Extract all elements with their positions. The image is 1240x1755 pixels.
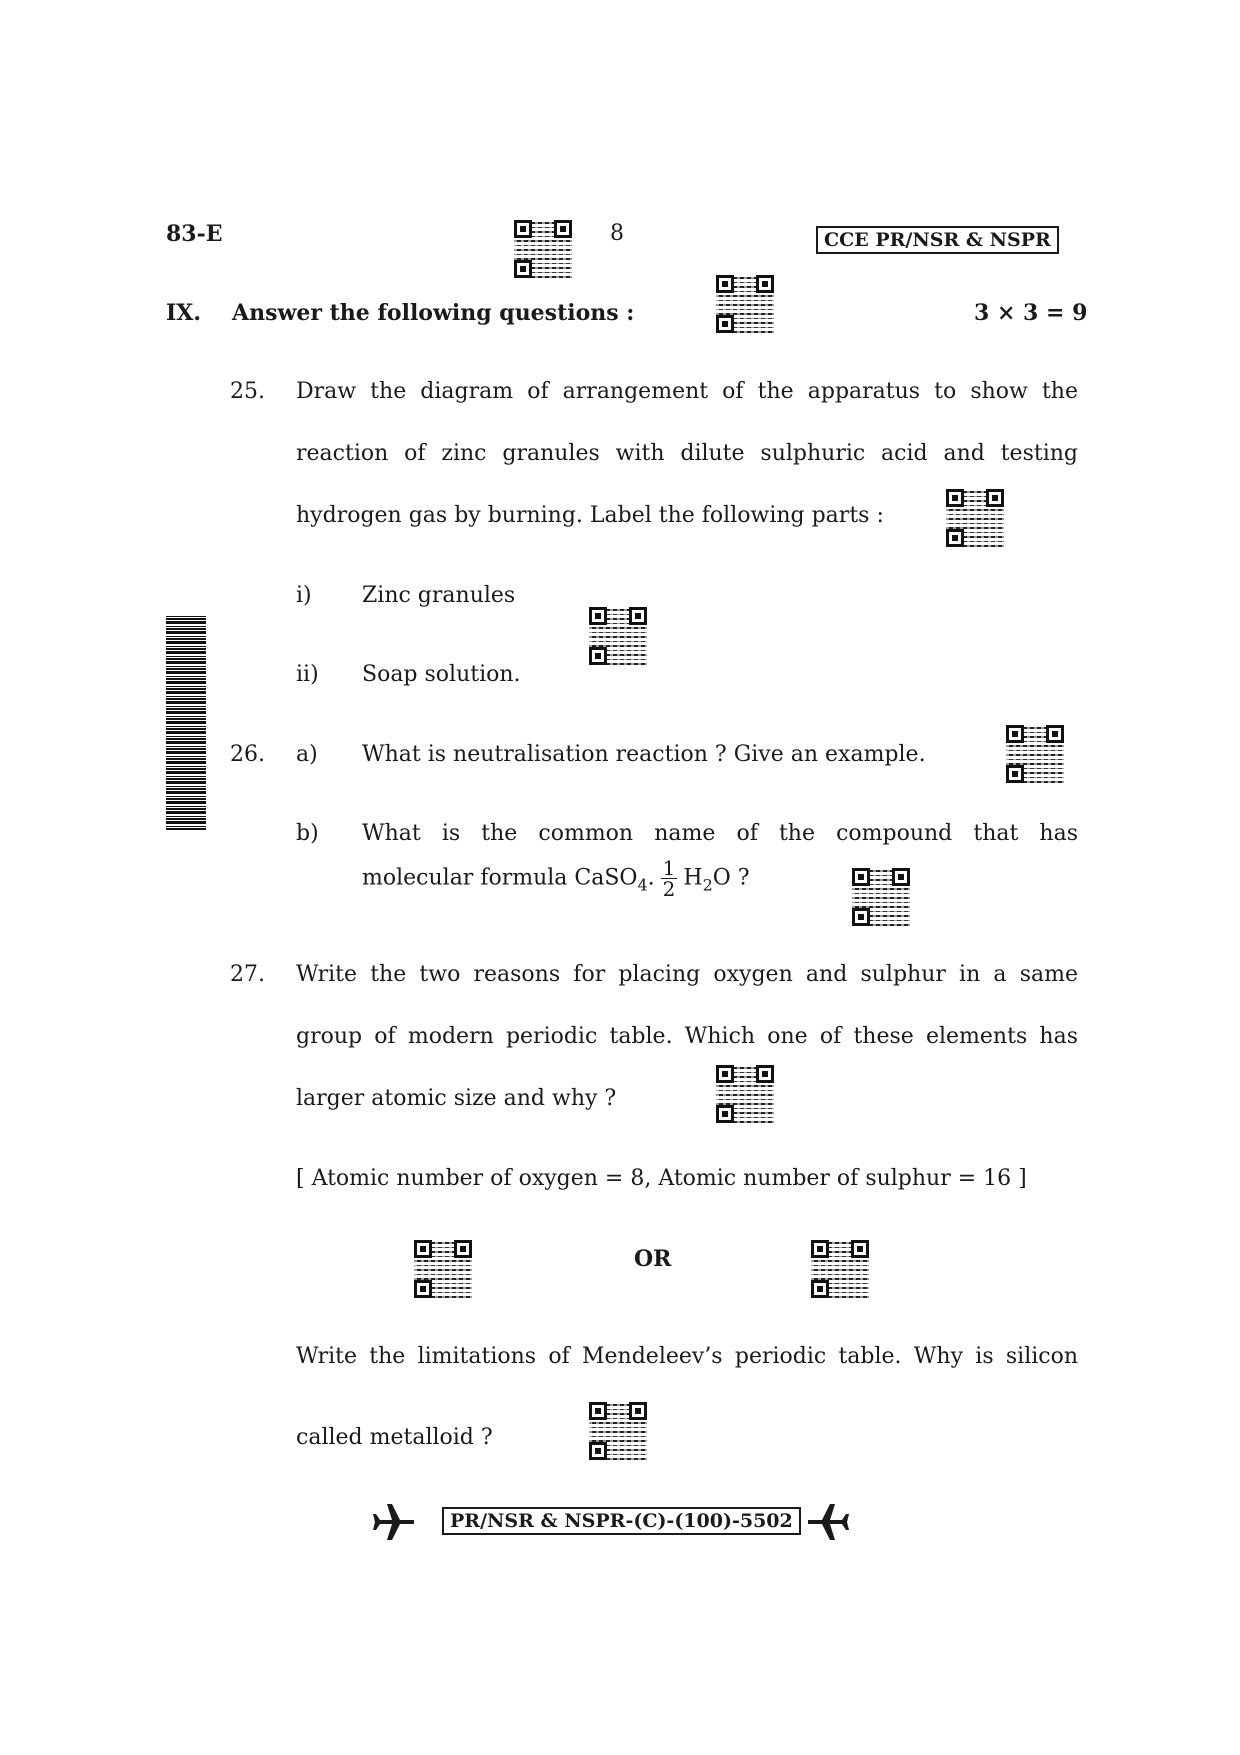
question-line: Write the two reasons for placing oxygen and sulphur in a same xyxy=(296,962,1078,987)
fraction-denominator: 2 xyxy=(662,877,676,901)
question-line: Draw the diagram of arrangement of the apparatus to show the xyxy=(296,379,1078,404)
question-line: Write the limitations of Mendeleev’s periodic table. Why is silicon xyxy=(296,1344,1078,1369)
question-line: larger atomic size and why ? xyxy=(296,1086,617,1111)
qr-code xyxy=(1006,725,1064,783)
or-label: OR xyxy=(634,1246,672,1272)
formula-line xyxy=(362,858,750,899)
formula-dot: . xyxy=(647,865,655,891)
qr-code xyxy=(716,275,774,333)
qr-code xyxy=(946,489,1004,547)
fraction xyxy=(661,858,678,899)
footer-code-box: PR/NSR & NSPR-(C)-(100)-5502 xyxy=(442,1507,801,1535)
question-line: reaction of zinc granules with dilute sulphuric acid and testing xyxy=(296,441,1078,466)
qr-code xyxy=(589,1402,647,1460)
qr-code xyxy=(852,868,910,926)
question-number: 26. xyxy=(230,742,265,767)
formula-subscript: 4 xyxy=(637,875,648,895)
qr-code xyxy=(716,1065,774,1123)
part-label: a) xyxy=(296,742,318,767)
part-text: Zinc granules xyxy=(362,583,516,608)
side-barcode xyxy=(166,616,206,830)
section-number: IX. xyxy=(166,300,202,326)
formula-subscript: 2 xyxy=(702,875,713,895)
airplane-left-icon xyxy=(372,1500,416,1548)
part-label: b) xyxy=(296,821,319,846)
part-label: ii) xyxy=(296,662,319,687)
part-text: What is the common name of the compound that has xyxy=(362,821,1078,846)
qr-code xyxy=(414,1240,472,1298)
series-code-box: CCE PR/NSR & NSPR xyxy=(816,226,1059,254)
part-text: What is neutralisation reaction ? Give an example. xyxy=(362,742,926,767)
section-marks: 3 × 3 = 9 xyxy=(974,300,1088,326)
paper-code: 83-E xyxy=(166,221,223,247)
fraction-numerator: 1 xyxy=(662,856,676,880)
question-line: hydrogen gas by burning. Label the following parts : xyxy=(296,503,884,528)
question-line: group of modern periodic table. Which one of these elements has xyxy=(296,1024,1078,1049)
part-text: Soap solution. xyxy=(362,662,521,687)
question-line: called metalloid ? xyxy=(296,1425,493,1450)
part-label: i) xyxy=(296,583,312,608)
section-title: Answer the following questions : xyxy=(232,300,635,326)
airplane-right-icon xyxy=(806,1500,850,1548)
atomic-number-note: [ Atomic number of oxygen = 8, Atomic number of sulphur = 16 ] xyxy=(296,1166,1027,1191)
formula-h: H xyxy=(683,865,703,891)
qr-code xyxy=(811,1240,869,1298)
formula-suffix: O ? xyxy=(712,865,750,891)
question-number: 27. xyxy=(230,962,265,987)
qr-code xyxy=(514,220,572,278)
qr-code xyxy=(589,607,647,665)
question-number: 25. xyxy=(230,379,265,404)
page-number: 8 xyxy=(610,221,624,246)
formula-prefix: molecular formula CaSO xyxy=(362,865,638,891)
